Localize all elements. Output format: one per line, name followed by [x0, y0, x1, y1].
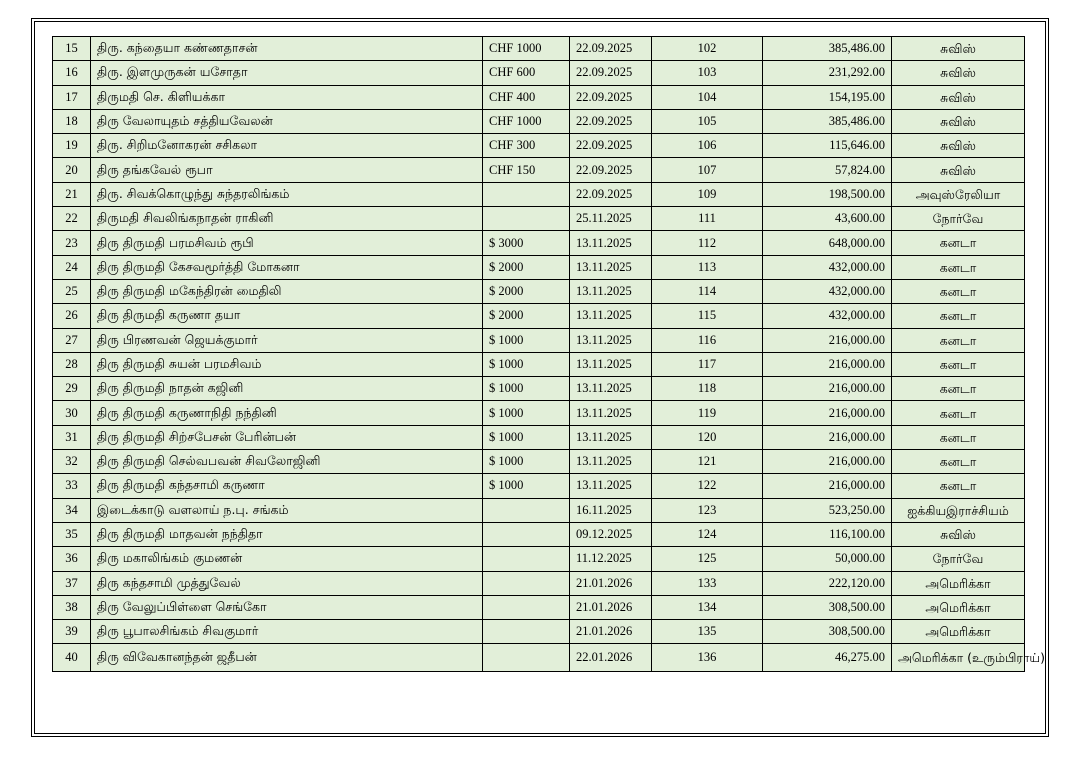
row-number-cell: 30: [53, 401, 91, 425]
receipt-number-cell: 119: [652, 401, 763, 425]
country-cell: கனடா: [892, 425, 1025, 449]
foreign-amount-cell: $ 1000: [483, 328, 570, 352]
amount-rupees-cell: 523,250.00: [763, 498, 892, 522]
receipt-number-cell: 103: [652, 61, 763, 85]
foreign-amount-cell: CHF 1000: [483, 109, 570, 133]
receipt-date-cell: 21.01.2026: [570, 620, 652, 644]
donor-name-cell: இடைக்காடு வளலாய் ந.பு. சங்கம்: [91, 498, 483, 522]
foreign-amount-cell: [483, 207, 570, 231]
donor-name-cell: திரு. சிவக்கொழுந்து சுந்தரலிங்கம்: [91, 182, 483, 206]
foreign-amount-cell: $ 1000: [483, 377, 570, 401]
receipt-date-cell: 13.11.2025: [570, 352, 652, 376]
receipt-date-cell: 16.11.2025: [570, 498, 652, 522]
donations-table: [52, 36, 1046, 672]
receipt-date-cell: 13.11.2025: [570, 328, 652, 352]
donor-name-cell: திரு திருமதி செல்வபவன் சிவலோஜினி: [91, 450, 483, 474]
country-cell: கனடா: [892, 304, 1025, 328]
donor-name-cell: திரு விவேகானந்தன் ஜதீபன்: [91, 644, 483, 672]
donor-name-cell: திரு பிரணவன் ஜெயக்குமார்: [91, 328, 483, 352]
country-cell: அமெரிக்கா: [892, 620, 1025, 644]
amount-rupees-cell: 216,000.00: [763, 450, 892, 474]
country-cell: கனடா: [892, 474, 1025, 498]
receipt-date-cell: 13.11.2025: [570, 425, 652, 449]
receipt-number-cell: 115: [652, 304, 763, 328]
receipt-number-cell: 107: [652, 158, 763, 182]
receipt-number-cell: 125: [652, 547, 763, 571]
donor-name-cell: திரு திருமதி கருணாநிதி நந்தினி: [91, 401, 483, 425]
table-row: [53, 595, 1025, 619]
row-number-cell: 27: [53, 328, 91, 352]
receipt-number-cell: 133: [652, 571, 763, 595]
foreign-amount-cell: CHF 1000: [483, 37, 570, 61]
table-row: [53, 61, 1025, 85]
donor-name-cell: திருமதி சிவலிங்கநாதன் ராகினி: [91, 207, 483, 231]
foreign-amount-cell: [483, 644, 570, 672]
foreign-amount-cell: [483, 498, 570, 522]
donor-name-cell: திரு திருமதி நாதன் கஜினி: [91, 377, 483, 401]
donor-name-cell: திரு திருமதி சுயன் பரமசிவம்: [91, 352, 483, 376]
foreign-amount-cell: $ 3000: [483, 231, 570, 255]
amount-rupees-cell: 216,000.00: [763, 474, 892, 498]
country-cell: சுவிஸ்: [892, 37, 1025, 61]
country-cell: நோர்வே: [892, 207, 1025, 231]
donor-name-cell: திரு திருமதி பரமசிவம் ரூபி: [91, 231, 483, 255]
amount-rupees-cell: 308,500.00: [763, 595, 892, 619]
donor-name-cell: திருமதி செ. கிளியக்கா: [91, 85, 483, 109]
table-row: [53, 182, 1025, 206]
amount-rupees-cell: 385,486.00: [763, 109, 892, 133]
amount-rupees-cell: 154,195.00: [763, 85, 892, 109]
receipt-date-cell: 13.11.2025: [570, 377, 652, 401]
amount-rupees-cell: 216,000.00: [763, 401, 892, 425]
table-row: [53, 158, 1025, 182]
row-number-cell: 32: [53, 450, 91, 474]
receipt-date-cell: 13.11.2025: [570, 304, 652, 328]
country-cell: நோர்வே: [892, 547, 1025, 571]
table-row: [53, 401, 1025, 425]
foreign-amount-cell: $ 2000: [483, 255, 570, 279]
receipt-number-cell: 111: [652, 207, 763, 231]
country-cell: கனடா: [892, 401, 1025, 425]
foreign-amount-cell: [483, 182, 570, 206]
country-cell: சுவிஸ்: [892, 134, 1025, 158]
table-row: [53, 109, 1025, 133]
foreign-amount-cell: CHF 400: [483, 85, 570, 109]
receipt-date-cell: 22.09.2025: [570, 37, 652, 61]
receipt-date-cell: 13.11.2025: [570, 279, 652, 303]
receipt-number-cell: 124: [652, 522, 763, 546]
amount-rupees-cell: 385,486.00: [763, 37, 892, 61]
amount-rupees-cell: 216,000.00: [763, 425, 892, 449]
foreign-amount-cell: [483, 522, 570, 546]
country-cell: ஐக்கியஇராச்சியம்: [892, 498, 1025, 522]
foreign-amount-cell: CHF 150: [483, 158, 570, 182]
donor-name-cell: திரு மகாலிங்கம் குமணன்: [91, 547, 483, 571]
row-number-cell: 38: [53, 595, 91, 619]
receipt-number-cell: 102: [652, 37, 763, 61]
country-cell: அவுஸ்ரேலியா: [892, 182, 1025, 206]
receipt-number-cell: 134: [652, 595, 763, 619]
foreign-amount-cell: $ 1000: [483, 474, 570, 498]
row-number-cell: 36: [53, 547, 91, 571]
amount-rupees-cell: 432,000.00: [763, 279, 892, 303]
receipt-number-cell: 118: [652, 377, 763, 401]
foreign-amount-cell: [483, 595, 570, 619]
amount-rupees-cell: 46,275.00: [763, 644, 892, 672]
country-cell: கனடா: [892, 450, 1025, 474]
row-number-cell: 34: [53, 498, 91, 522]
row-number-cell: 16: [53, 61, 91, 85]
table-row: [53, 134, 1025, 158]
donor-name-cell: திரு திருமதி மாதவன் நந்திதா: [91, 522, 483, 546]
amount-rupees-cell: 216,000.00: [763, 352, 892, 376]
country-cell: சுவிஸ்: [892, 61, 1025, 85]
row-number-cell: 15: [53, 37, 91, 61]
row-number-cell: 25: [53, 279, 91, 303]
foreign-amount-cell: [483, 620, 570, 644]
country-cell: கனடா: [892, 231, 1025, 255]
table-row: [53, 498, 1025, 522]
receipt-date-cell: 22.09.2025: [570, 85, 652, 109]
table-row: [53, 304, 1025, 328]
table-row: [53, 328, 1025, 352]
table-row: [53, 352, 1025, 376]
table-row: [53, 571, 1025, 595]
foreign-amount-cell: [483, 547, 570, 571]
row-number-cell: 39: [53, 620, 91, 644]
receipt-date-cell: 22.09.2025: [570, 182, 652, 206]
donor-name-cell: திரு திருமதி கேசவமூர்த்தி மோகனா: [91, 255, 483, 279]
receipt-number-cell: 112: [652, 231, 763, 255]
foreign-amount-cell: $ 1000: [483, 450, 570, 474]
donor-name-cell: திரு வேலுப்பிள்ளை செங்கோ: [91, 595, 483, 619]
donor-name-cell: திரு கந்தசாமி முத்துவேல்: [91, 571, 483, 595]
row-number-cell: 22: [53, 207, 91, 231]
row-number-cell: 20: [53, 158, 91, 182]
amount-rupees-cell: 57,824.00: [763, 158, 892, 182]
donor-name-cell: திரு திருமதி கருணா தயா: [91, 304, 483, 328]
receipt-number-cell: 135: [652, 620, 763, 644]
receipt-number-cell: 105: [652, 109, 763, 133]
receipt-number-cell: 116: [652, 328, 763, 352]
row-number-cell: 18: [53, 109, 91, 133]
table-row: [53, 377, 1025, 401]
foreign-amount-cell: $ 1000: [483, 401, 570, 425]
country-cell: சுவிஸ்: [892, 522, 1025, 546]
table-row: [53, 547, 1025, 571]
donor-name-cell: திரு. இளமுருகன் யசோதா: [91, 61, 483, 85]
foreign-amount-cell: CHF 600: [483, 61, 570, 85]
row-number-cell: 24: [53, 255, 91, 279]
row-number-cell: 33: [53, 474, 91, 498]
amount-rupees-cell: 432,000.00: [763, 255, 892, 279]
receipt-date-cell: 13.11.2025: [570, 401, 652, 425]
foreign-amount-cell: $ 2000: [483, 279, 570, 303]
foreign-amount-cell: CHF 300: [483, 134, 570, 158]
table-row: [53, 231, 1025, 255]
receipt-number-cell: 113: [652, 255, 763, 279]
row-number-cell: 37: [53, 571, 91, 595]
row-number-cell: 19: [53, 134, 91, 158]
receipt-date-cell: 21.01.2026: [570, 595, 652, 619]
amount-rupees-cell: 216,000.00: [763, 328, 892, 352]
foreign-amount-cell: $ 1000: [483, 425, 570, 449]
donor-name-cell: திரு. கந்தையா கண்ணதாசன்: [91, 37, 483, 61]
receipt-number-cell: 122: [652, 474, 763, 498]
table-row: [53, 255, 1025, 279]
table-row: [53, 450, 1025, 474]
receipt-number-cell: 120: [652, 425, 763, 449]
receipt-date-cell: 25.11.2025: [570, 207, 652, 231]
row-number-cell: 21: [53, 182, 91, 206]
row-number-cell: 23: [53, 231, 91, 255]
row-number-cell: 17: [53, 85, 91, 109]
table-row: [53, 279, 1025, 303]
receipt-date-cell: 09.12.2025: [570, 522, 652, 546]
receipt-number-cell: 104: [652, 85, 763, 109]
amount-rupees-cell: 216,000.00: [763, 377, 892, 401]
country-cell: கனடா: [892, 328, 1025, 352]
foreign-amount-cell: $ 1000: [483, 352, 570, 376]
country-cell: சுவிஸ்: [892, 109, 1025, 133]
amount-rupees-cell: 308,500.00: [763, 620, 892, 644]
table-row: [53, 425, 1025, 449]
receipt-number-cell: 123: [652, 498, 763, 522]
country-cell: அமெரிக்கா (உரும்பிராய்): [892, 644, 1025, 672]
country-cell: கனடா: [892, 255, 1025, 279]
receipt-date-cell: 22.01.2026: [570, 644, 652, 672]
table-row: [53, 85, 1025, 109]
amount-rupees-cell: 231,292.00: [763, 61, 892, 85]
receipt-date-cell: 21.01.2026: [570, 571, 652, 595]
receipt-number-cell: 136: [652, 644, 763, 672]
foreign-amount-cell: $ 2000: [483, 304, 570, 328]
donor-name-cell: திரு. சிறிமனோகரன் சசிகலா: [91, 134, 483, 158]
donor-name-cell: திரு பூபாலசிங்கம் சிவகுமார்: [91, 620, 483, 644]
donor-name-cell: திரு தங்கவேல் ரூபா: [91, 158, 483, 182]
amount-rupees-cell: 222,120.00: [763, 571, 892, 595]
receipt-date-cell: 22.09.2025: [570, 109, 652, 133]
amount-rupees-cell: 50,000.00: [763, 547, 892, 571]
donor-name-cell: திரு வேலாயுதம் சத்தியவேலன்: [91, 109, 483, 133]
table-row: [53, 644, 1025, 672]
receipt-date-cell: 13.11.2025: [570, 255, 652, 279]
row-number-cell: 29: [53, 377, 91, 401]
receipt-date-cell: 11.12.2025: [570, 547, 652, 571]
country-cell: கனடா: [892, 377, 1025, 401]
country-cell: கனடா: [892, 279, 1025, 303]
amount-rupees-cell: 43,600.00: [763, 207, 892, 231]
table-row: [53, 620, 1025, 644]
donor-name-cell: திரு திருமதி சிற்சபேசன் பேரின்பன்: [91, 425, 483, 449]
receipt-date-cell: 22.09.2025: [570, 61, 652, 85]
table-row: [53, 474, 1025, 498]
table-row: [53, 207, 1025, 231]
amount-rupees-cell: 198,500.00: [763, 182, 892, 206]
row-number-cell: 35: [53, 522, 91, 546]
table-body: [53, 37, 1046, 672]
amount-rupees-cell: 648,000.00: [763, 231, 892, 255]
row-number-cell: 31: [53, 425, 91, 449]
country-cell: அமெரிக்கா: [892, 595, 1025, 619]
table-row: [53, 522, 1025, 546]
receipt-date-cell: 22.09.2025: [570, 134, 652, 158]
receipt-number-cell: 117: [652, 352, 763, 376]
table-row: [53, 37, 1025, 61]
row-number-cell: 26: [53, 304, 91, 328]
receipt-date-cell: 13.11.2025: [570, 474, 652, 498]
country-cell: அமெரிக்கா: [892, 571, 1025, 595]
receipt-number-cell: 114: [652, 279, 763, 303]
donor-name-cell: திரு திருமதி கந்தசாமி கருணா: [91, 474, 483, 498]
row-number-cell: 40: [53, 644, 91, 672]
receipt-number-cell: 109: [652, 182, 763, 206]
foreign-amount-cell: [483, 571, 570, 595]
receipt-date-cell: 13.11.2025: [570, 231, 652, 255]
receipt-number-cell: 106: [652, 134, 763, 158]
amount-rupees-cell: 116,100.00: [763, 522, 892, 546]
amount-rupees-cell: 115,646.00: [763, 134, 892, 158]
receipt-date-cell: 13.11.2025: [570, 450, 652, 474]
donor-name-cell: திரு திருமதி மகேந்திரன் மைதிலி: [91, 279, 483, 303]
row-number-cell: 28: [53, 352, 91, 376]
amount-rupees-cell: 432,000.00: [763, 304, 892, 328]
country-cell: கனடா: [892, 352, 1025, 376]
receipt-date-cell: 22.09.2025: [570, 158, 652, 182]
receipt-number-cell: 121: [652, 450, 763, 474]
country-cell: சுவிஸ்: [892, 158, 1025, 182]
country-cell: சுவிஸ்: [892, 85, 1025, 109]
